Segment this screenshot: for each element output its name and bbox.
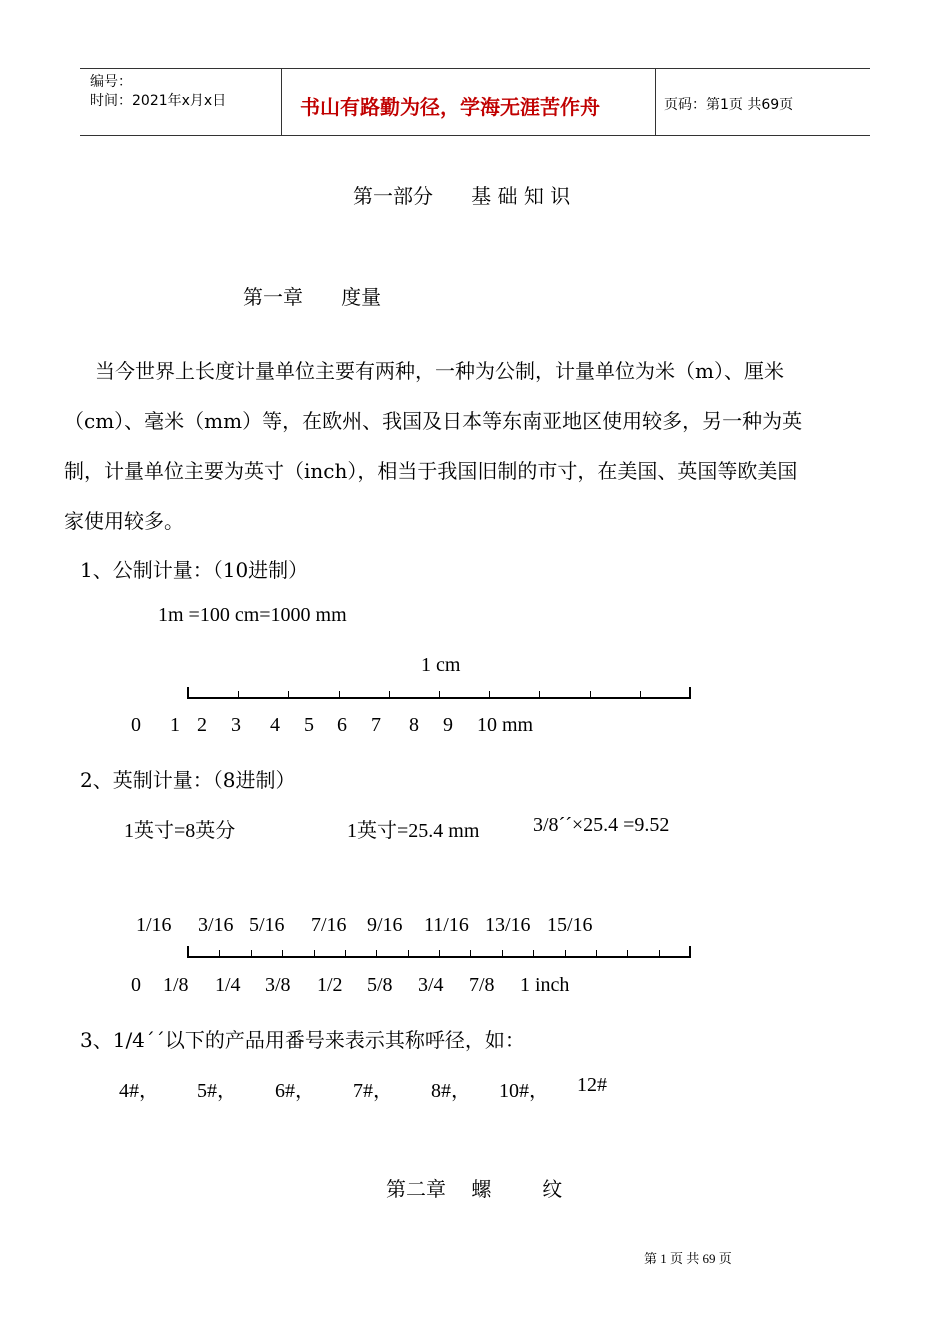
section1-heading: 1、公制计量：（10进制）	[80, 558, 309, 582]
intro-line-4: 家使用较多。	[64, 509, 184, 533]
imperial-ruler-tick	[470, 950, 471, 957]
imperial-ruler-bottom-label: 1/4	[215, 974, 241, 996]
imperial-ruler-tick	[187, 946, 189, 958]
chapter2-title: 第二章 螺 纹	[386, 1177, 563, 1201]
imperial-ruler-bottom-label: 1/2	[317, 974, 343, 996]
imperial-ruler-top-label: 3/16	[198, 914, 234, 936]
imperial-ruler-tick	[251, 950, 252, 957]
page-footer: 第 1 页 共 69 页	[644, 1251, 732, 1266]
imperial-eq-2: 1英寸=25.4 mm	[347, 820, 480, 842]
imperial-ruler-top-label: 13/16	[485, 914, 531, 936]
metric-ruler-label: 4	[270, 714, 280, 736]
header-top-rule	[80, 68, 870, 69]
imperial-ruler-tick	[659, 950, 660, 957]
intro-line-1: 当今世界上长度计量单位主要有两种，一种为公制，计量单位为米（m）、厘米	[95, 359, 784, 383]
imperial-ruler-tick	[533, 950, 534, 957]
metric-ruler-label: 6	[337, 714, 347, 736]
section3-heading: 3、1/4´´以下的产品用番号来表示其称呼径，如：	[80, 1028, 525, 1052]
imperial-ruler-tick	[219, 950, 220, 957]
imperial-ruler-tick	[439, 950, 440, 957]
imperial-ruler-top-label: 15/16	[547, 914, 593, 936]
section2-heading: 2、英制计量：（8进制）	[80, 768, 296, 792]
imperial-ruler-tick	[376, 950, 377, 957]
metric-ruler-top-label: 1 cm	[421, 654, 461, 676]
gauge-number-item: 10#，	[499, 1080, 549, 1102]
imperial-ruler-top-label: 5/16	[249, 914, 285, 936]
imperial-ruler-tick	[627, 950, 628, 957]
imperial-ruler-tick	[502, 950, 503, 957]
imperial-ruler-top-label: 11/16	[424, 914, 469, 936]
metric-ruler-label: 8	[409, 714, 419, 736]
intro-line-2: （cm）、毫米（mm）等，在欧州、我国及日本等东南亚地区使用较多，另一种为英	[64, 409, 803, 433]
imperial-ruler-tick	[596, 950, 597, 957]
imperial-ruler-tick	[345, 950, 346, 957]
metric-ruler-label: 10 mm	[477, 714, 534, 736]
imperial-ruler-tick	[565, 950, 566, 957]
imperial-ruler-bottom-label: 3/8	[265, 974, 291, 996]
metric-ruler-label: 2	[197, 714, 207, 736]
metric-equation: 1m =100 cm=1000 mm	[158, 604, 347, 626]
metric-ruler-tick	[238, 691, 239, 698]
metric-ruler-label: 3	[231, 714, 241, 736]
imperial-ruler-bottom-label: 5/8	[367, 974, 393, 996]
metric-ruler-tick	[689, 687, 691, 699]
header-number-label: 编号：	[90, 74, 132, 90]
metric-ruler-tick	[339, 691, 340, 698]
header-page-label: 页码：第1页 共69页	[664, 97, 794, 113]
metric-ruler-tick	[590, 691, 591, 698]
gauge-number-item: 8#，	[431, 1080, 471, 1102]
metric-ruler-tick	[439, 691, 440, 698]
header-divider-left	[281, 68, 282, 135]
header-time-label: 时间：2021年x月x日	[90, 93, 227, 109]
imperial-ruler-top-label: 9/16	[367, 914, 403, 936]
imperial-eq-3: 3/8´´×25.4 =9.52	[533, 814, 670, 836]
imperial-ruler-tick	[689, 946, 691, 958]
imperial-ruler-tick	[282, 950, 283, 957]
imperial-ruler-bottom-label: 0	[131, 974, 141, 996]
gauge-number-item: 4#，	[119, 1080, 159, 1102]
metric-ruler-label: 1	[170, 714, 180, 736]
metric-ruler-tick	[489, 691, 490, 698]
gauge-number-item: 12#	[577, 1074, 607, 1096]
chapter1-title: 第一章 度量	[243, 285, 382, 309]
header-motto: 书山有路勤为径，学海无涯苦作舟	[300, 95, 600, 119]
imperial-ruler-bottom-label: 7/8	[469, 974, 495, 996]
metric-ruler-label: 5	[304, 714, 314, 736]
imperial-ruler-bottom-label: 1/8	[163, 974, 189, 996]
metric-ruler-label: 9	[443, 714, 453, 736]
header-bottom-rule	[80, 135, 870, 136]
metric-ruler-tick	[187, 687, 189, 699]
metric-ruler-tick	[640, 691, 641, 698]
gauge-number-item: 7#，	[353, 1080, 393, 1102]
part-title: 第一部分 基 础 知 识	[353, 184, 571, 208]
metric-ruler-tick	[389, 691, 390, 698]
imperial-ruler-bottom-label: 3/4	[418, 974, 444, 996]
metric-ruler-label: 7	[371, 714, 381, 736]
intro-line-3: 制，计量单位主要为英寸（inch），相当于我国旧制的市寸，在美国、英国等欧美国	[64, 459, 798, 483]
gauge-number-item: 5#，	[197, 1080, 237, 1102]
header-divider-right	[655, 68, 656, 135]
imperial-ruler-top-label: 7/16	[311, 914, 347, 936]
metric-ruler-tick	[539, 691, 540, 698]
metric-ruler-label: 0	[131, 714, 141, 736]
imperial-ruler-top-label: 1/16	[136, 914, 172, 936]
gauge-number-item: 6#，	[275, 1080, 315, 1102]
metric-ruler-tick	[288, 691, 289, 698]
imperial-ruler-tick	[314, 950, 315, 957]
imperial-ruler-tick	[408, 950, 409, 957]
imperial-eq-1: 1英寸=8英分	[124, 820, 236, 842]
imperial-ruler-bottom-label: 1 inch	[520, 974, 570, 996]
